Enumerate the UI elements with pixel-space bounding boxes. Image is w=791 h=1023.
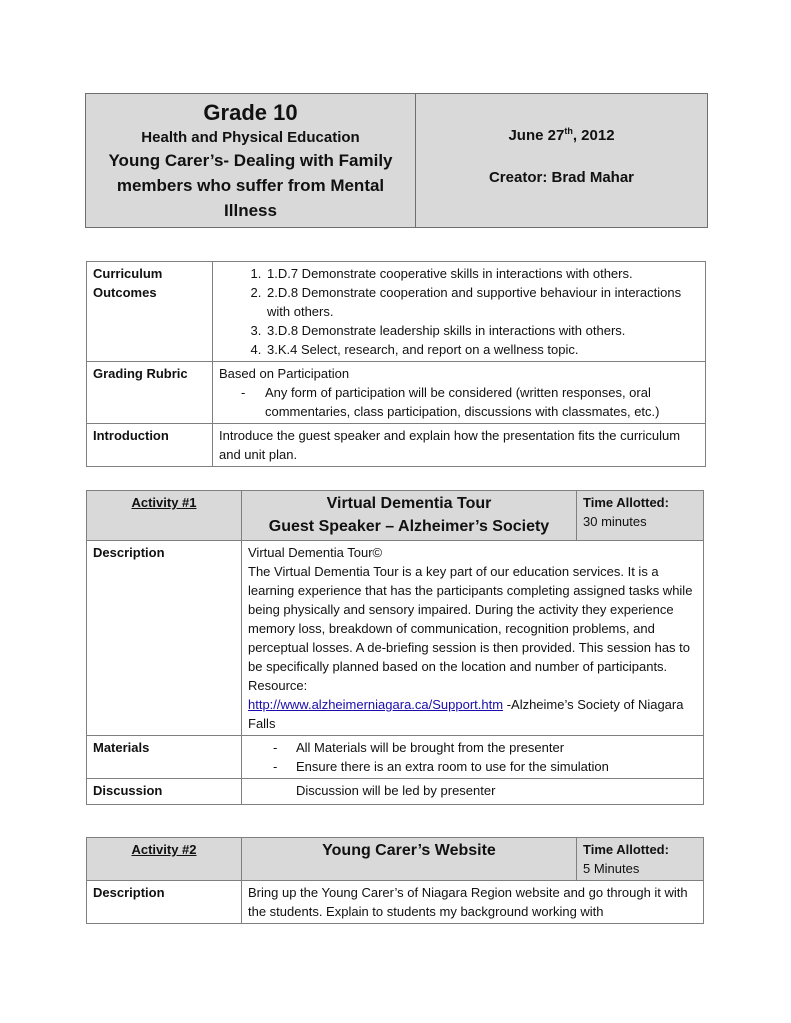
list-item: 4. 3.K.4 Select, research, and report on a wellness topic.: [265, 340, 699, 359]
subject-title: Health and Physical Education: [141, 129, 360, 146]
list-item: - Any form of participation will be considered (written responses, oral commentaries, class participation, discussions with classmates, etc.): [219, 383, 699, 421]
outcomes-label: Curriculum Outcomes: [87, 262, 213, 362]
discussion-label: Discussion: [87, 779, 242, 805]
rubric-label: Grading Rubric: [87, 362, 213, 424]
outcomes-cell: [213, 262, 706, 362]
outcomes-list: [219, 264, 699, 359]
activity2-label-cell: [87, 838, 242, 881]
materials-list: [248, 738, 697, 776]
introduction-text: Introduce the guest speaker and explain how the presentation fits the curriculum and unit plan.: [213, 424, 706, 467]
introduction-label: Introduction: [87, 424, 213, 467]
header-table: [85, 93, 708, 228]
header-right-cell: [416, 94, 708, 228]
list-item: - All Materials will be brought from the presenter: [248, 738, 697, 757]
description-text: The Virtual Dementia Tour is a key part of our education services. It is a learning experience that has the participants completing assigned tasks while being physically and sensory impaired. During the activity they experience memory loss, breakdown of communication, recognition problems, and perceptual losses. A de-briefing session is then provided. This session has to be specifically planned based on the location and number of participants.: [248, 564, 693, 674]
rubric-list: [219, 383, 699, 421]
list-item: - Ensure there is an extra room to use for the simulation: [248, 757, 697, 776]
materials-label: Materials: [87, 736, 242, 779]
activity2-time-cell: [577, 838, 704, 881]
header-left-cell: [86, 94, 416, 228]
activity1-table: [86, 490, 704, 805]
rubric-cell: [213, 362, 706, 424]
activity1-description: [242, 541, 704, 736]
activity2-description: Bring up the Young Carer’s of Niagara Region website and go through it with the students. Explain to students my background working with: [242, 881, 704, 924]
curriculum-table: [86, 261, 706, 467]
resource-label: Resource:: [248, 678, 308, 693]
activity1-label: Activity #1: [131, 495, 197, 510]
activity2-title-cell: [242, 838, 577, 881]
activity1-subtitle: Guest Speaker – Alzheimer’s Society: [268, 518, 550, 535]
activity1-label-cell: [87, 491, 242, 541]
activity1-title-cell: [242, 491, 577, 541]
time-allotted-value: 5 Minutes: [583, 861, 640, 876]
activity1-time-cell: [577, 491, 704, 541]
time-allotted-label: Time Allotted:: [583, 495, 669, 510]
list-item: 2. 2.D.8 Demonstrate cooperation and supportive behaviour in interactions with others.: [265, 283, 699, 321]
grade-title: Grade 10: [203, 100, 298, 125]
activity2-label: Activity #2: [131, 842, 197, 857]
description-title: Virtual Dementia Tour©: [248, 545, 383, 560]
activity1-title: Virtual Dementia Tour: [326, 495, 492, 512]
materials-cell: [242, 736, 704, 779]
creator-name: Creator: Brad Mahar: [488, 169, 635, 186]
list-item: 1. 1.D.7 Demonstrate cooperative skills in interactions with others.: [265, 264, 699, 283]
discussion-text: Discussion will be led by presenter: [296, 783, 496, 798]
resource-line: [248, 695, 697, 733]
lesson-date: June 27th, 2012: [508, 126, 615, 144]
time-allotted-value: 30 minutes: [583, 514, 647, 529]
topic-title: Young Carer’s- Dealing with Family members who suffer from Mental Illness: [108, 151, 393, 220]
description-label: Description: [87, 541, 242, 736]
time-allotted-label: Time Allotted:: [583, 842, 669, 857]
activity2-title: Young Carer’s Website: [322, 842, 496, 859]
resource-link[interactable]: http://www.alzheimerniagara.ca/Support.htm: [248, 697, 504, 712]
resource-suffix: -Alzheime’s Society of Niagara Falls: [248, 697, 684, 731]
description-label: Description: [87, 881, 242, 924]
list-item: 3. 3.D.8 Demonstrate leadership skills in interactions with others.: [265, 321, 699, 340]
activity2-table: [86, 837, 704, 924]
discussion-cell: [242, 779, 704, 805]
rubric-intro: Based on Participation: [219, 366, 350, 381]
